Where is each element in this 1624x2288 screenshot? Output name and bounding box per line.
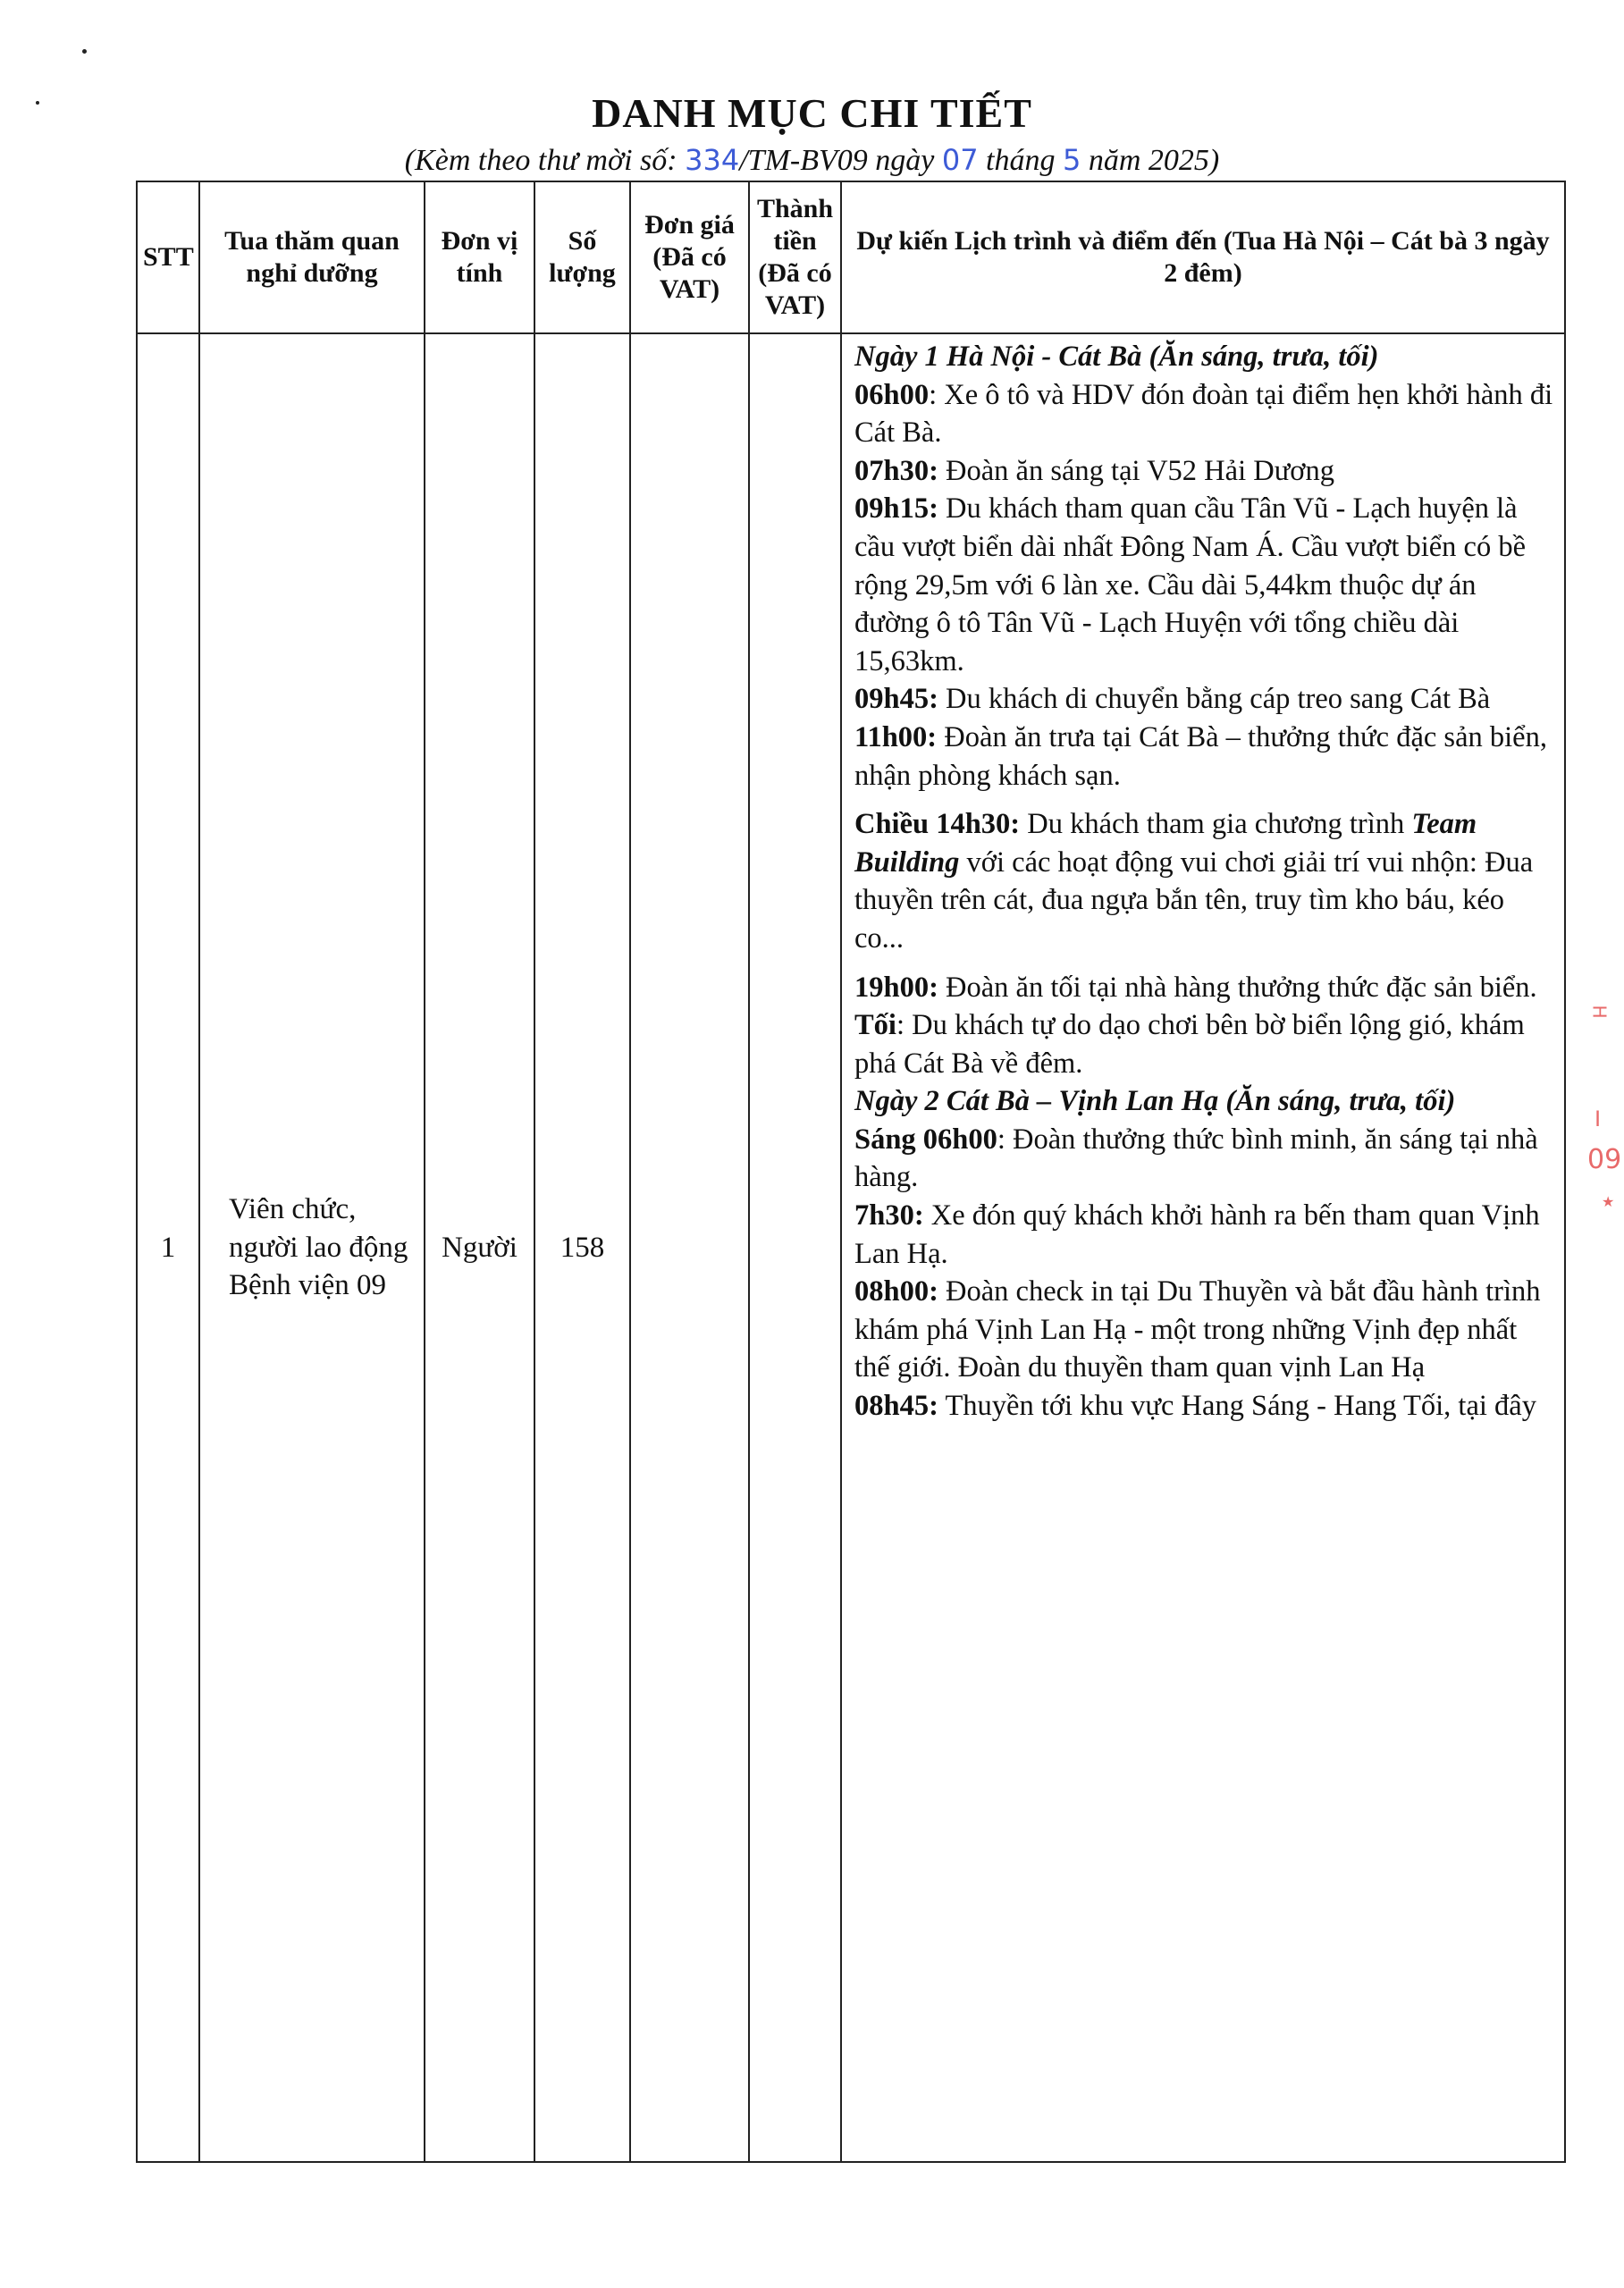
entry-time: 09h45: [854, 683, 938, 716]
subtitle-suffix: năm 2025) [1081, 144, 1220, 177]
stamp-mark: ★ [1602, 1193, 1615, 1210]
header-quantity: Số lượng [534, 181, 630, 333]
schedule-entry [854, 719, 1555, 795]
entry-text: Du khách di chuyển bằng cáp treo sang Cát Bà [938, 683, 1491, 716]
entry-text: Đoàn ăn sáng tại V52 Hải Dương [938, 454, 1334, 487]
table-header-row [137, 181, 1565, 333]
entry-text: Đoàn ăn trưa tại Cát Bà – thưởng thức đặc sản biển, nhận phòng khách sạn. [854, 720, 1547, 792]
schedule-entry [854, 1121, 1555, 1197]
entry-time: 07h30: [854, 454, 938, 487]
cell-tour: Viên chức, người lao động Bệnh viện 09 [199, 333, 425, 2162]
subtitle-prefix: (Kèm theo thư mời số: [404, 144, 686, 177]
day-2-title: Ngày 2 Cát Bà – Vịnh Lan Hạ (Ăn sáng, trưa, tối) [854, 1085, 1456, 1118]
entry-text: : Xe ô tô và HDV đón đoàn tại điểm hẹn khởi hành đi Cát Bà. [854, 378, 1553, 450]
entry-text: Đoàn ăn tối tại nhà hàng thưởng thức đặc sản biển. [938, 971, 1537, 1004]
header-total: Thành tiền (Đã có VAT) [749, 181, 841, 333]
schedule-entry [854, 490, 1555, 680]
header-unit: Đơn vị tính [425, 181, 534, 333]
schedule-entry [854, 1197, 1555, 1273]
schedule-entry [854, 1387, 1555, 1426]
entry-text: : Đoàn thưởng thức bình minh, ăn sáng tại nhà hàng. [854, 1123, 1538, 1194]
header-unit-price: Đơn giá (Đã có VAT) [630, 181, 749, 333]
entry-text: Đoàn check in tại Du Thuyền và bắt đầu hành trình khám phá Vịnh Lan Hạ - một trong những Vịnh đẹp nhất thế giới. Đoàn du thuyền tham quan vịnh Lan Hạ [854, 1275, 1541, 1384]
day-1-title: Ngày 1 Hà Nội - Cát Bà (Ăn sáng, trưa, tối) [854, 341, 1379, 373]
schedule-entry [854, 969, 1555, 1007]
handwritten-day: 07 [941, 143, 979, 177]
cell-total [749, 333, 841, 2162]
cell-unit-price [630, 333, 749, 2162]
header-schedule: Dự kiến Lịch trình và điểm đến (Tua Hà Nội – Cát bà 3 ngày 2 đêm) [841, 181, 1565, 333]
entry-time: 08h45: [854, 1390, 938, 1423]
stamp-mark: H [1588, 1005, 1611, 1019]
table-row [137, 333, 1565, 2162]
stamp-mark: 09 [1587, 1144, 1622, 1175]
handwritten-letter-number: 334 [685, 143, 740, 177]
entry-time: 7h30: [854, 1199, 924, 1232]
cell-quantity: 158 [534, 333, 630, 2162]
document-subtitle [0, 143, 1624, 178]
cell-unit: Người [425, 333, 534, 2162]
detail-table [136, 181, 1566, 2163]
entry-time: Chiều 14h30: [854, 808, 1021, 841]
entry-text: Xe đón quý khách khởi hành ra bến tham quan Vịnh Lan Hạ. [854, 1199, 1540, 1270]
entry-emphasis: Team Building [854, 808, 1477, 879]
entry-time: 09h15: [854, 492, 938, 526]
document-title: DANH MỤC CHI TIẾT [592, 90, 1032, 136]
cell-schedule [841, 333, 1565, 2162]
entry-time: 19h00: [854, 971, 938, 1004]
cell-stt: 1 [137, 333, 199, 2162]
scan-speck [82, 49, 87, 54]
entry-time: 11h00: [854, 720, 938, 753]
entry-time: Tối [854, 1009, 896, 1042]
header-tour: Tua thăm quan nghỉ dưỡng [199, 181, 425, 333]
entry-text: Du khách tham gia chương trình [1020, 808, 1412, 841]
schedule-entry [854, 1006, 1555, 1082]
schedule-entry [854, 452, 1555, 491]
red-seal-stamp-fragment [1582, 1001, 1624, 1216]
entry-time: Sáng 06h00 [854, 1123, 997, 1156]
header-stt: STT [137, 181, 199, 333]
subtitle-mid-2: tháng [978, 144, 1063, 177]
schedule-entry [854, 376, 1555, 452]
entry-time: 06h00 [854, 378, 930, 411]
entry-text: Thuyền tới khu vực Hang Sáng - Hang Tối, tại đây [938, 1390, 1536, 1423]
stamp-mark: I [1595, 1106, 1602, 1131]
entry-text: : Du khách tự do dạo chơi bên bờ biển lộng gió, khám phá Cát Bà về đêm. [854, 1009, 1525, 1080]
schedule-entry [854, 680, 1555, 719]
entry-time: 08h00: [854, 1275, 938, 1308]
schedule-entry [854, 1273, 1555, 1387]
entry-text: Du khách tham quan cầu Tân Vũ - Lạch huyện là cầu vượt biển dài nhất Đông Nam Á. Cầu vượt biển có bề rộng 29,5m với 6 làn xe. Cầu dài 5,44km thuộc dự án đường ô tô Tân Vũ - Lạch Huyện với tổng chiều dài 15,63km. [854, 492, 1527, 677]
schedule-entry [854, 805, 1555, 957]
subtitle-mid-1: /TM-BV09 ngày [739, 144, 942, 177]
handwritten-month: 5 [1063, 143, 1081, 177]
entry-text: với các hoạt động vui chơi giải trí vui nhộn: Đua thuyền trên cát, đua ngựa bắn tên, truy tìm kho báu, kéo co... [854, 845, 1534, 955]
